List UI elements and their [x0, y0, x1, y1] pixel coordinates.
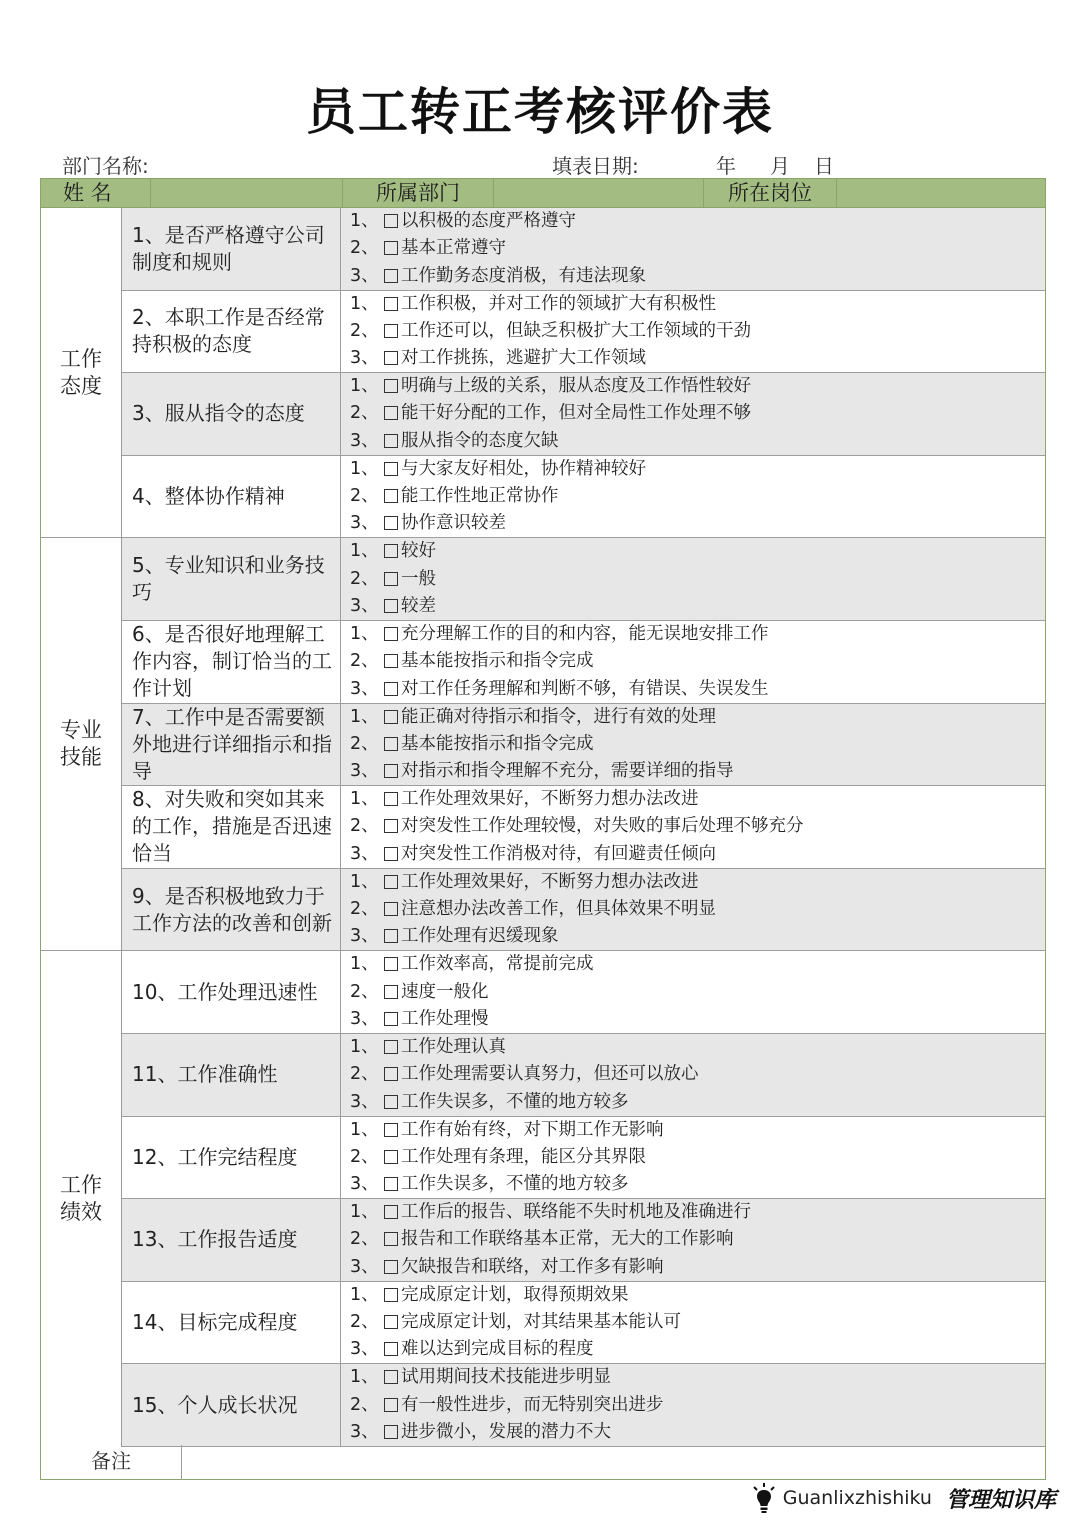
fill-date-label: 填表日期:	[552, 154, 639, 178]
option-number: 2、	[350, 403, 379, 424]
option-list	[350, 786, 1040, 868]
option-number: 2、	[350, 486, 379, 507]
criterion-row	[122, 1199, 1045, 1282]
option-item	[350, 291, 1040, 318]
option-number: 1、	[350, 1119, 379, 1140]
option-list	[350, 621, 1040, 703]
option-item	[350, 1061, 1040, 1088]
category-cell	[41, 208, 122, 538]
option-text: 工作还可以，但缺乏积极扩大工作领域的干劲	[401, 320, 751, 341]
checkbox[interactable]	[384, 875, 398, 889]
option-text: 协作意识较差	[401, 513, 506, 534]
option-number: 3、	[350, 1256, 379, 1277]
option-text: 能干好分配的工作，但对全局性工作处理不够	[401, 403, 751, 424]
option-text: 工作处理有迟缓现象	[401, 926, 559, 947]
criterion-label: 7、工作中是否需要额外地进行详细指示和指导	[122, 704, 341, 786]
option-item	[350, 1226, 1040, 1253]
checkbox[interactable]	[384, 1425, 398, 1439]
option-number: 1、	[350, 211, 379, 231]
option-item	[350, 263, 1040, 290]
option-text: 能工作性地正常协作	[401, 486, 559, 507]
option-item	[350, 1254, 1040, 1281]
option-item	[350, 1364, 1040, 1391]
option-list	[350, 951, 1040, 1033]
option-item	[350, 1309, 1040, 1336]
criterion-row	[122, 951, 1045, 1034]
checkbox[interactable]	[384, 957, 398, 971]
option-number: 1、	[350, 541, 379, 562]
criterion-row	[122, 538, 1045, 621]
option-number: 2、	[350, 1394, 379, 1415]
option-item	[350, 538, 1040, 565]
checkbox[interactable]	[384, 324, 398, 338]
option-text: 欠缺报告和联络，对工作多有影响	[401, 1256, 664, 1277]
checkbox[interactable]	[384, 1232, 398, 1246]
option-number: 1、	[350, 1367, 379, 1388]
dept-input-cell[interactable]	[494, 179, 704, 207]
checkbox[interactable]	[384, 1012, 398, 1026]
option-text: 对突发性工作处理较慢，对失败的事后处理不够充分	[401, 816, 804, 837]
option-item	[350, 786, 1040, 813]
option-text: 对工作任务理解和判断不够，有错误、失误发生	[401, 678, 769, 699]
criterion-label: 9、是否积极地致力于工作方法的改善和创新	[122, 869, 341, 951]
option-list	[350, 538, 1040, 620]
option-number: 2、	[350, 320, 379, 341]
option-item	[350, 235, 1040, 262]
option-list	[350, 869, 1040, 951]
criterion-label: 15、个人成长状况	[122, 1364, 341, 1446]
checkbox[interactable]	[384, 214, 398, 228]
option-item	[350, 456, 1040, 483]
checkbox[interactable]	[384, 737, 398, 751]
option-list	[350, 1117, 1040, 1199]
checkbox[interactable]	[384, 297, 398, 311]
option-number: 1、	[350, 458, 379, 479]
option-item	[350, 951, 1040, 978]
option-text: 对指示和指令理解不充分，需要详细的指导	[401, 761, 734, 782]
category-cell	[41, 538, 122, 951]
criterion-label: 4、整体协作精神	[122, 456, 341, 538]
option-number: 3、	[350, 595, 379, 616]
checkbox[interactable]	[384, 654, 398, 668]
option-item	[350, 896, 1040, 923]
header-dept: 所属部门	[343, 179, 494, 207]
option-item	[350, 593, 1040, 620]
category-cell	[41, 951, 122, 1447]
checkbox[interactable]	[384, 1177, 398, 1191]
checkbox[interactable]	[384, 572, 398, 586]
criterion-row	[122, 704, 1045, 787]
criterion-label: 10、工作处理迅速性	[122, 951, 341, 1033]
option-number: 3、	[350, 761, 379, 782]
option-item	[350, 648, 1040, 675]
category-label: 工作绩效	[60, 1173, 102, 1225]
checkbox[interactable]	[384, 241, 398, 255]
option-text: 基本正常遵守	[401, 238, 506, 259]
option-number: 3、	[350, 348, 379, 369]
option-item	[350, 483, 1040, 510]
checkbox[interactable]	[384, 1205, 398, 1219]
option-item	[350, 373, 1040, 400]
option-list	[350, 456, 1040, 538]
option-text: 有一般性进步，而无特别突出进步	[401, 1394, 664, 1415]
option-text: 基本能按指示和指令完成	[401, 733, 594, 754]
checkbox[interactable]	[384, 627, 398, 641]
checkbox[interactable]	[384, 819, 398, 833]
page-title: 员工转正考核评价表	[306, 82, 774, 141]
checkbox[interactable]	[384, 1370, 398, 1384]
option-item	[350, 621, 1040, 648]
checkbox[interactable]	[384, 544, 398, 558]
checkbox[interactable]	[384, 1150, 398, 1164]
post-input-cell[interactable]	[837, 179, 1045, 207]
criterion-label: 11、工作准确性	[122, 1034, 341, 1116]
option-text: 以积极的态度严格遵守	[401, 211, 576, 231]
option-item	[350, 869, 1040, 896]
option-text: 注意想办法改善工作，但具体效果不明显	[401, 899, 716, 920]
option-text: 试用期间技术技能进步明显	[401, 1367, 611, 1388]
option-number: 1、	[350, 1202, 379, 1223]
option-text: 进步微小，发展的潜力不大	[401, 1421, 611, 1442]
criterion-row	[122, 1117, 1045, 1200]
option-item	[350, 813, 1040, 840]
option-text: 能正确对待指示和指令，进行有效的处理	[401, 706, 716, 727]
option-item	[350, 704, 1040, 731]
criterion-row	[122, 291, 1045, 374]
option-item	[350, 676, 1040, 703]
option-number: 3、	[350, 843, 379, 864]
header-name: 姓 名	[41, 179, 151, 207]
option-number: 3、	[350, 265, 379, 286]
option-text: 工作积极，并对工作的领域扩大有积极性	[401, 293, 716, 314]
option-item	[350, 510, 1040, 537]
option-list	[350, 704, 1040, 786]
checkbox[interactable]	[384, 462, 398, 476]
option-text: 工作失误多，不懂的地方较多	[401, 1174, 629, 1195]
name-input-cell[interactable]	[151, 179, 343, 207]
checkbox[interactable]	[384, 1123, 398, 1137]
checkbox[interactable]	[384, 1342, 398, 1356]
option-item	[350, 1282, 1040, 1309]
option-number: 2、	[350, 1229, 379, 1250]
option-number: 3、	[350, 513, 379, 534]
criterion-label: 6、是否很好地理解工作内容，制订恰当的工作计划	[122, 621, 341, 703]
option-number: 1、	[350, 706, 379, 727]
option-number: 2、	[350, 238, 379, 259]
dept-name-label: 部门名称:	[62, 154, 149, 178]
option-number: 1、	[350, 1284, 379, 1305]
checkbox[interactable]	[384, 516, 398, 530]
option-number: 1、	[350, 1037, 379, 1057]
option-number: 3、	[350, 1421, 379, 1442]
criterion-label: 1、是否严格遵守公司制度和规则	[122, 208, 341, 290]
footer-brand-text: Guanlixzhishiku	[782, 1487, 932, 1509]
option-number: 3、	[350, 678, 379, 699]
checkbox[interactable]	[384, 1288, 398, 1302]
option-item	[350, 979, 1040, 1006]
option-item	[350, 758, 1040, 785]
criterion-row	[122, 208, 1045, 291]
option-text: 较好	[401, 541, 436, 562]
criterion-row	[122, 1034, 1045, 1117]
criterion-row	[122, 1364, 1045, 1447]
option-number: 2、	[350, 981, 379, 1002]
criterion-row	[122, 456, 1045, 539]
checkbox[interactable]	[384, 351, 398, 365]
option-list	[350, 208, 1040, 290]
option-item	[350, 841, 1040, 868]
option-item	[350, 1089, 1040, 1116]
option-item	[350, 400, 1040, 427]
option-number: 2、	[350, 733, 379, 754]
option-list	[350, 1364, 1040, 1446]
criterion-label: 2、本职工作是否经常持积极的态度	[122, 291, 341, 373]
option-item	[350, 1336, 1040, 1363]
checkbox[interactable]	[384, 1315, 398, 1329]
header-post: 所在岗位	[704, 179, 837, 207]
checkbox[interactable]	[384, 847, 398, 861]
option-list	[350, 291, 1040, 373]
option-list	[350, 1034, 1040, 1116]
checkbox[interactable]	[384, 1398, 398, 1412]
option-item	[350, 345, 1040, 372]
option-item	[350, 1144, 1040, 1171]
option-number: 1、	[350, 871, 379, 892]
option-text: 工作后的报告、联络能不失时机地及准确进行	[401, 1202, 751, 1223]
checkbox[interactable]	[384, 1067, 398, 1081]
criterion-label: 13、工作报告适度	[122, 1199, 341, 1281]
option-number: 3、	[350, 1008, 379, 1029]
category-label: 专业技能	[60, 718, 102, 770]
criterion-row	[122, 373, 1045, 456]
checkbox[interactable]	[384, 599, 398, 613]
criterion-row	[122, 869, 1045, 952]
option-text: 工作处理效果好，不断努力想办法改进	[401, 789, 699, 810]
option-text: 工作勤务态度消极，有违法现象	[401, 265, 646, 286]
option-item	[350, 566, 1040, 593]
option-text: 对工作挑拣，逃避扩大工作领域	[401, 348, 646, 369]
criterion-label: 14、目标完成程度	[122, 1282, 341, 1364]
option-number: 3、	[350, 1091, 379, 1112]
option-text: 完成原定计划，取得预期效果	[401, 1284, 629, 1305]
checkbox[interactable]	[384, 379, 398, 393]
criterion-row	[122, 621, 1045, 704]
option-number: 2、	[350, 1312, 379, 1333]
option-text: 基本能按指示和指令完成	[401, 651, 594, 672]
option-number: 2、	[350, 1064, 379, 1085]
option-text: 报告和工作联络基本正常，无大的工作影响	[401, 1229, 734, 1250]
criterion-label: 5、专业知识和业务技巧	[122, 538, 341, 620]
option-text: 工作有始有终，对下期工作无影响	[401, 1119, 664, 1140]
option-text: 速度一般化	[401, 981, 489, 1002]
evaluation-table	[40, 178, 1046, 1480]
category-label: 工作态度	[60, 346, 102, 398]
option-number: 3、	[350, 430, 379, 451]
option-text: 完成原定计划，对其结果基本能认可	[401, 1312, 681, 1333]
option-list	[350, 373, 1040, 455]
option-text: 充分理解工作的目的和内容，能无误地安排工作	[401, 624, 769, 644]
option-list	[350, 1282, 1040, 1364]
option-number: 2、	[350, 816, 379, 837]
remark-row	[41, 1445, 1045, 1480]
option-item	[350, 1006, 1040, 1033]
year-label: 年	[716, 154, 736, 178]
option-text: 服从指令的态度欠缺	[401, 430, 559, 451]
option-item	[350, 1419, 1040, 1446]
checkbox[interactable]	[384, 1095, 398, 1109]
option-number: 1、	[350, 789, 379, 810]
option-text: 与大家友好相处，协作精神较好	[401, 458, 646, 479]
option-item	[350, 1117, 1040, 1144]
criterion-label: 8、对失败和突如其来的工作，措施是否迅速恰当	[122, 786, 341, 868]
option-number: 2、	[350, 651, 379, 672]
option-item	[350, 1199, 1040, 1226]
checkbox[interactable]	[384, 682, 398, 696]
criterion-row	[122, 1282, 1045, 1365]
criterion-label: 3、服从指令的态度	[122, 373, 341, 455]
checkbox[interactable]	[384, 434, 398, 448]
checkbox[interactable]	[384, 902, 398, 916]
footer-brand	[751, 1480, 1056, 1516]
checkbox[interactable]	[384, 406, 398, 420]
option-text: 工作处理有条理，能区分其界限	[401, 1146, 646, 1167]
option-text: 工作处理慢	[401, 1008, 489, 1029]
checkbox[interactable]	[384, 710, 398, 724]
option-number: 2、	[350, 899, 379, 920]
option-text: 工作效率高，常提前完成	[401, 954, 594, 975]
option-text: 工作处理认真	[401, 1037, 506, 1057]
option-number: 1、	[350, 624, 379, 644]
option-item	[350, 1034, 1040, 1061]
month-label: 月	[770, 154, 790, 178]
checkbox[interactable]	[384, 1040, 398, 1054]
remark-label: 备注	[41, 1445, 182, 1480]
lightbulb-icon	[751, 1482, 777, 1514]
checkbox[interactable]	[384, 1260, 398, 1274]
criterion-label: 12、工作完结程度	[122, 1117, 341, 1199]
option-number: 2、	[350, 568, 379, 589]
option-number: 3、	[350, 1174, 379, 1195]
option-number: 1、	[350, 293, 379, 314]
option-item	[350, 318, 1040, 345]
checkbox[interactable]	[384, 792, 398, 806]
option-number: 1、	[350, 954, 379, 975]
option-list	[350, 1199, 1040, 1281]
option-item	[350, 731, 1040, 758]
checkbox[interactable]	[384, 929, 398, 943]
option-text: 工作处理需要认真努力，但还可以放心	[401, 1064, 699, 1085]
checkbox[interactable]	[384, 764, 398, 778]
checkbox[interactable]	[384, 269, 398, 283]
day-label: 日	[814, 154, 834, 178]
checkbox[interactable]	[384, 985, 398, 999]
footer-brand-cn: 管理知识库	[945, 1486, 1056, 1513]
option-number: 3、	[350, 926, 379, 947]
option-text: 明确与上级的关系，服从态度及工作悟性较好	[401, 376, 751, 397]
table-header	[41, 179, 1045, 208]
option-item	[350, 1171, 1040, 1198]
option-text: 工作失误多，不懂的地方较多	[401, 1091, 629, 1112]
option-text: 较差	[401, 595, 436, 616]
option-text: 一般	[401, 568, 436, 589]
option-item	[350, 923, 1040, 950]
option-item	[350, 428, 1040, 455]
option-number: 1、	[350, 376, 379, 397]
option-text: 难以达到完成目标的程度	[401, 1339, 594, 1360]
option-number: 2、	[350, 1146, 379, 1167]
checkbox[interactable]	[384, 489, 398, 503]
criterion-row	[122, 786, 1045, 869]
option-number: 3、	[350, 1339, 379, 1360]
option-item	[350, 1392, 1040, 1419]
option-item	[350, 208, 1040, 235]
option-text: 对突发性工作消极对待，有回避责任倾向	[401, 843, 716, 864]
option-text: 工作处理效果好，不断努力想办法改进	[401, 871, 699, 892]
